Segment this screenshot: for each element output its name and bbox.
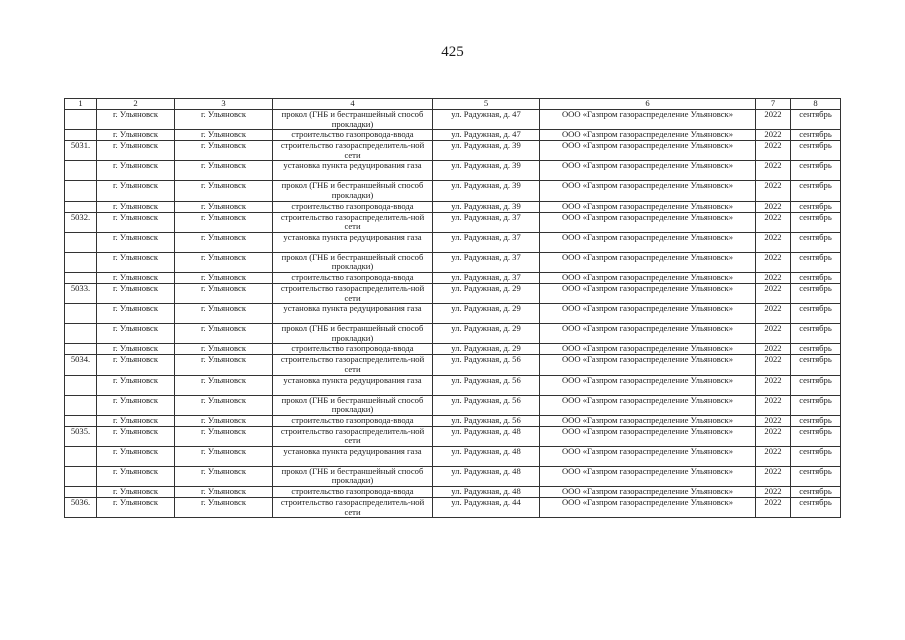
page-number: 425 <box>441 44 464 60</box>
month-cell: сентябрь <box>791 466 841 486</box>
year-cell: 2022 <box>756 324 791 344</box>
table-row <box>65 181 841 201</box>
organization-cell: ООО «Газпром газораспределение Ульяновск» <box>540 272 756 283</box>
row-number-cell <box>65 466 97 486</box>
municipality-cell: г. Ульяновск <box>97 272 175 283</box>
table-row <box>65 130 841 141</box>
row-number-cell: 5032. <box>65 212 97 232</box>
settlement-cell: г. Ульяновск <box>175 110 273 130</box>
table-row <box>65 324 841 344</box>
settlement-cell: г. Ульяновск <box>175 283 273 303</box>
table-body <box>65 110 841 518</box>
address-cell: ул. Радужная, д. 37 <box>433 232 540 252</box>
address-cell: ул. Радужная, д. 37 <box>433 212 540 232</box>
work-type-cell: строительство газораспределитель-ной сети <box>273 141 433 161</box>
row-number-cell <box>65 110 97 130</box>
column-header: 8 <box>791 99 841 110</box>
work-type-cell: прокол (ГНБ и бестраншейный способ прокладки) <box>273 110 433 130</box>
address-cell: ул. Радужная, д. 39 <box>433 201 540 212</box>
year-cell: 2022 <box>756 212 791 232</box>
settlement-cell: г. Ульяновск <box>175 304 273 324</box>
column-header: 6 <box>540 99 756 110</box>
settlement-cell: г. Ульяновск <box>175 498 273 518</box>
municipality-cell: г. Ульяновск <box>97 212 175 232</box>
municipality-cell: г. Ульяновск <box>97 466 175 486</box>
settlement-cell: г. Ульяновск <box>175 355 273 375</box>
work-type-cell: установка пункта редуцирования газа <box>273 161 433 181</box>
work-type-cell: установка пункта редуцирования газа <box>273 304 433 324</box>
organization-cell: ООО «Газпром газораспределение Ульяновск» <box>540 446 756 466</box>
work-type-cell: строительство газопровода-ввода <box>273 415 433 426</box>
column-header: 7 <box>756 99 791 110</box>
month-cell: сентябрь <box>791 161 841 181</box>
register-table <box>64 98 841 518</box>
year-cell: 2022 <box>756 395 791 415</box>
year-cell: 2022 <box>756 201 791 212</box>
organization-cell: ООО «Газпром газораспределение Ульяновск» <box>540 498 756 518</box>
month-cell: сентябрь <box>791 415 841 426</box>
organization-cell: ООО «Газпром газораспределение Ульяновск» <box>540 487 756 498</box>
year-cell: 2022 <box>756 487 791 498</box>
work-type-cell: установка пункта редуцирования газа <box>273 232 433 252</box>
municipality-cell: г. Ульяновск <box>97 324 175 344</box>
settlement-cell: г. Ульяновск <box>175 141 273 161</box>
municipality-cell: г. Ульяновск <box>97 304 175 324</box>
row-number-cell <box>65 395 97 415</box>
table-row <box>65 446 841 466</box>
work-type-cell: строительство газопровода-ввода <box>273 272 433 283</box>
year-cell: 2022 <box>756 304 791 324</box>
row-number-cell <box>65 161 97 181</box>
month-cell: сентябрь <box>791 487 841 498</box>
municipality-cell: г. Ульяновск <box>97 110 175 130</box>
table-row <box>65 272 841 283</box>
month-cell: сентябрь <box>791 304 841 324</box>
settlement-cell: г. Ульяновск <box>175 395 273 415</box>
address-cell: ул. Радужная, д. 39 <box>433 161 540 181</box>
organization-cell: ООО «Газпром газораспределение Ульяновск» <box>540 130 756 141</box>
organization-cell: ООО «Газпром газораспределение Ульяновск» <box>540 415 756 426</box>
municipality-cell: г. Ульяновск <box>97 487 175 498</box>
address-cell: ул. Радужная, д. 29 <box>433 344 540 355</box>
settlement-cell: г. Ульяновск <box>175 426 273 446</box>
address-cell: ул. Радужная, д. 48 <box>433 487 540 498</box>
settlement-cell: г. Ульяновск <box>175 161 273 181</box>
table-row <box>65 283 841 303</box>
table-row <box>65 375 841 395</box>
month-cell: сентябрь <box>791 201 841 212</box>
column-header: 3 <box>175 99 273 110</box>
address-cell: ул. Радужная, д. 29 <box>433 283 540 303</box>
table-row <box>65 415 841 426</box>
organization-cell: ООО «Газпром газораспределение Ульяновск» <box>540 355 756 375</box>
municipality-cell: г. Ульяновск <box>97 252 175 272</box>
organization-cell: ООО «Газпром газораспределение Ульяновск» <box>540 375 756 395</box>
municipality-cell: г. Ульяновск <box>97 161 175 181</box>
month-cell: сентябрь <box>791 375 841 395</box>
month-cell: сентябрь <box>791 426 841 446</box>
table-row <box>65 212 841 232</box>
month-cell: сентябрь <box>791 141 841 161</box>
month-cell: сентябрь <box>791 498 841 518</box>
work-type-cell: прокол (ГНБ и бестраншейный способ прокладки) <box>273 395 433 415</box>
work-type-cell: строительство газопровода-ввода <box>273 344 433 355</box>
work-type-cell: строительство газораспределитель-ной сети <box>273 426 433 446</box>
month-cell: сентябрь <box>791 212 841 232</box>
header-row <box>65 99 841 110</box>
settlement-cell: г. Ульяновск <box>175 252 273 272</box>
table-row <box>65 487 841 498</box>
settlement-cell: г. Ульяновск <box>175 181 273 201</box>
municipality-cell: г. Ульяновск <box>97 344 175 355</box>
year-cell: 2022 <box>756 252 791 272</box>
row-number-cell <box>65 252 97 272</box>
year-cell: 2022 <box>756 181 791 201</box>
settlement-cell: г. Ульяновск <box>175 130 273 141</box>
work-type-cell: строительство газораспределитель-ной сети <box>273 355 433 375</box>
work-type-cell: прокол (ГНБ и бестраншейный способ прокладки) <box>273 181 433 201</box>
year-cell: 2022 <box>756 355 791 375</box>
address-cell: ул. Радужная, д. 47 <box>433 130 540 141</box>
settlement-cell: г. Ульяновск <box>175 487 273 498</box>
address-cell: ул. Радужная, д. 56 <box>433 355 540 375</box>
table-row <box>65 252 841 272</box>
month-cell: сентябрь <box>791 181 841 201</box>
year-cell: 2022 <box>756 130 791 141</box>
table-row <box>65 110 841 130</box>
work-type-cell: строительство газораспределитель-ной сети <box>273 212 433 232</box>
month-cell: сентябрь <box>791 344 841 355</box>
row-number-cell <box>65 181 97 201</box>
organization-cell: ООО «Газпром газораспределение Ульяновск» <box>540 252 756 272</box>
organization-cell: ООО «Газпром газораспределение Ульяновск» <box>540 466 756 486</box>
year-cell: 2022 <box>756 466 791 486</box>
settlement-cell: г. Ульяновск <box>175 324 273 344</box>
address-cell: ул. Радужная, д. 56 <box>433 395 540 415</box>
column-header: 4 <box>273 99 433 110</box>
organization-cell: ООО «Газпром газораспределение Ульяновск» <box>540 181 756 201</box>
month-cell: сентябрь <box>791 272 841 283</box>
table-row <box>65 141 841 161</box>
year-cell: 2022 <box>756 446 791 466</box>
municipality-cell: г. Ульяновск <box>97 426 175 446</box>
work-type-cell: прокол (ГНБ и бестраншейный способ прокладки) <box>273 466 433 486</box>
row-number-cell <box>65 130 97 141</box>
settlement-cell: г. Ульяновск <box>175 232 273 252</box>
row-number-cell <box>65 304 97 324</box>
municipality-cell: г. Ульяновск <box>97 498 175 518</box>
work-type-cell: строительство газопровода-ввода <box>273 130 433 141</box>
month-cell: сентябрь <box>791 283 841 303</box>
work-type-cell: строительство газопровода-ввода <box>273 201 433 212</box>
work-type-cell: установка пункта редуцирования газа <box>273 446 433 466</box>
address-cell: ул. Радужная, д. 37 <box>433 272 540 283</box>
month-cell: сентябрь <box>791 324 841 344</box>
address-cell: ул. Радужная, д. 37 <box>433 252 540 272</box>
month-cell: сентябрь <box>791 252 841 272</box>
municipality-cell: г. Ульяновск <box>97 355 175 375</box>
year-cell: 2022 <box>756 110 791 130</box>
table-row <box>65 201 841 212</box>
row-number-cell: 5036. <box>65 498 97 518</box>
year-cell: 2022 <box>756 161 791 181</box>
row-number-cell: 5035. <box>65 426 97 446</box>
municipality-cell: г. Ульяновск <box>97 201 175 212</box>
year-cell: 2022 <box>756 344 791 355</box>
municipality-cell: г. Ульяновск <box>97 395 175 415</box>
table-row <box>65 498 841 518</box>
row-number-cell <box>65 344 97 355</box>
address-cell: ул. Радужная, д. 44 <box>433 498 540 518</box>
row-number-cell <box>65 415 97 426</box>
settlement-cell: г. Ульяновск <box>175 466 273 486</box>
month-cell: сентябрь <box>791 446 841 466</box>
address-cell: ул. Радужная, д. 39 <box>433 181 540 201</box>
row-number-cell <box>65 201 97 212</box>
month-cell: сентябрь <box>791 395 841 415</box>
table-row <box>65 161 841 181</box>
table-row <box>65 304 841 324</box>
address-cell: ул. Радужная, д. 48 <box>433 446 540 466</box>
organization-cell: ООО «Газпром газораспределение Ульяновск» <box>540 304 756 324</box>
year-cell: 2022 <box>756 426 791 446</box>
work-type-cell: строительство газопровода-ввода <box>273 487 433 498</box>
settlement-cell: г. Ульяновск <box>175 446 273 466</box>
table-row <box>65 395 841 415</box>
table-row <box>65 344 841 355</box>
settlement-cell: г. Ульяновск <box>175 375 273 395</box>
organization-cell: ООО «Газпром газораспределение Ульяновск» <box>540 395 756 415</box>
municipality-cell: г. Ульяновск <box>97 283 175 303</box>
address-cell: ул. Радужная, д. 56 <box>433 415 540 426</box>
column-header: 2 <box>97 99 175 110</box>
municipality-cell: г. Ульяновск <box>97 232 175 252</box>
address-cell: ул. Радужная, д. 47 <box>433 110 540 130</box>
organization-cell: ООО «Газпром газораспределение Ульяновск» <box>540 324 756 344</box>
column-header: 1 <box>65 99 97 110</box>
row-number-cell <box>65 375 97 395</box>
month-cell: сентябрь <box>791 110 841 130</box>
work-type-cell: строительство газораспределитель-ной сети <box>273 283 433 303</box>
year-cell: 2022 <box>756 232 791 252</box>
organization-cell: ООО «Газпром газораспределение Ульяновск» <box>540 161 756 181</box>
organization-cell: ООО «Газпром газораспределение Ульяновск» <box>540 232 756 252</box>
organization-cell: ООО «Газпром газораспределение Ульяновск» <box>540 212 756 232</box>
work-type-cell: прокол (ГНБ и бестраншейный способ прокладки) <box>273 324 433 344</box>
organization-cell: ООО «Газпром газораспределение Ульяновск» <box>540 201 756 212</box>
municipality-cell: г. Ульяновск <box>97 130 175 141</box>
organization-cell: ООО «Газпром газораспределение Ульяновск» <box>540 426 756 446</box>
address-cell: ул. Радужная, д. 29 <box>433 304 540 324</box>
year-cell: 2022 <box>756 375 791 395</box>
settlement-cell: г. Ульяновск <box>175 201 273 212</box>
work-type-cell: прокол (ГНБ и бестраншейный способ прокладки) <box>273 252 433 272</box>
row-number-cell <box>65 324 97 344</box>
row-number-cell <box>65 272 97 283</box>
year-cell: 2022 <box>756 272 791 283</box>
year-cell: 2022 <box>756 283 791 303</box>
row-number-cell <box>65 487 97 498</box>
row-number-cell: 5031. <box>65 141 97 161</box>
row-number-cell <box>65 232 97 252</box>
municipality-cell: г. Ульяновск <box>97 141 175 161</box>
table-row <box>65 355 841 375</box>
month-cell: сентябрь <box>791 130 841 141</box>
municipality-cell: г. Ульяновск <box>97 415 175 426</box>
settlement-cell: г. Ульяновск <box>175 212 273 232</box>
settlement-cell: г. Ульяновск <box>175 344 273 355</box>
municipality-cell: г. Ульяновск <box>97 446 175 466</box>
address-cell: ул. Радужная, д. 29 <box>433 324 540 344</box>
organization-cell: ООО «Газпром газораспределение Ульяновск» <box>540 141 756 161</box>
organization-cell: ООО «Газпром газораспределение Ульяновск» <box>540 283 756 303</box>
column-header: 5 <box>433 99 540 110</box>
month-cell: сентябрь <box>791 355 841 375</box>
municipality-cell: г. Ульяновск <box>97 375 175 395</box>
settlement-cell: г. Ульяновск <box>175 272 273 283</box>
table-row <box>65 232 841 252</box>
work-type-cell: установка пункта редуцирования газа <box>273 375 433 395</box>
year-cell: 2022 <box>756 498 791 518</box>
organization-cell: ООО «Газпром газораспределение Ульяновск» <box>540 110 756 130</box>
address-cell: ул. Радужная, д. 48 <box>433 426 540 446</box>
year-cell: 2022 <box>756 415 791 426</box>
month-cell: сентябрь <box>791 232 841 252</box>
year-cell: 2022 <box>756 141 791 161</box>
table-row <box>65 466 841 486</box>
organization-cell: ООО «Газпром газораспределение Ульяновск» <box>540 344 756 355</box>
row-number-cell: 5034. <box>65 355 97 375</box>
work-type-cell: строительство газораспределитель-ной сети <box>273 498 433 518</box>
row-number-cell <box>65 446 97 466</box>
row-number-cell: 5033. <box>65 283 97 303</box>
address-cell: ул. Радужная, д. 39 <box>433 141 540 161</box>
table-row <box>65 426 841 446</box>
municipality-cell: г. Ульяновск <box>97 181 175 201</box>
settlement-cell: г. Ульяновск <box>175 415 273 426</box>
address-cell: ул. Радужная, д. 56 <box>433 375 540 395</box>
address-cell: ул. Радужная, д. 48 <box>433 466 540 486</box>
